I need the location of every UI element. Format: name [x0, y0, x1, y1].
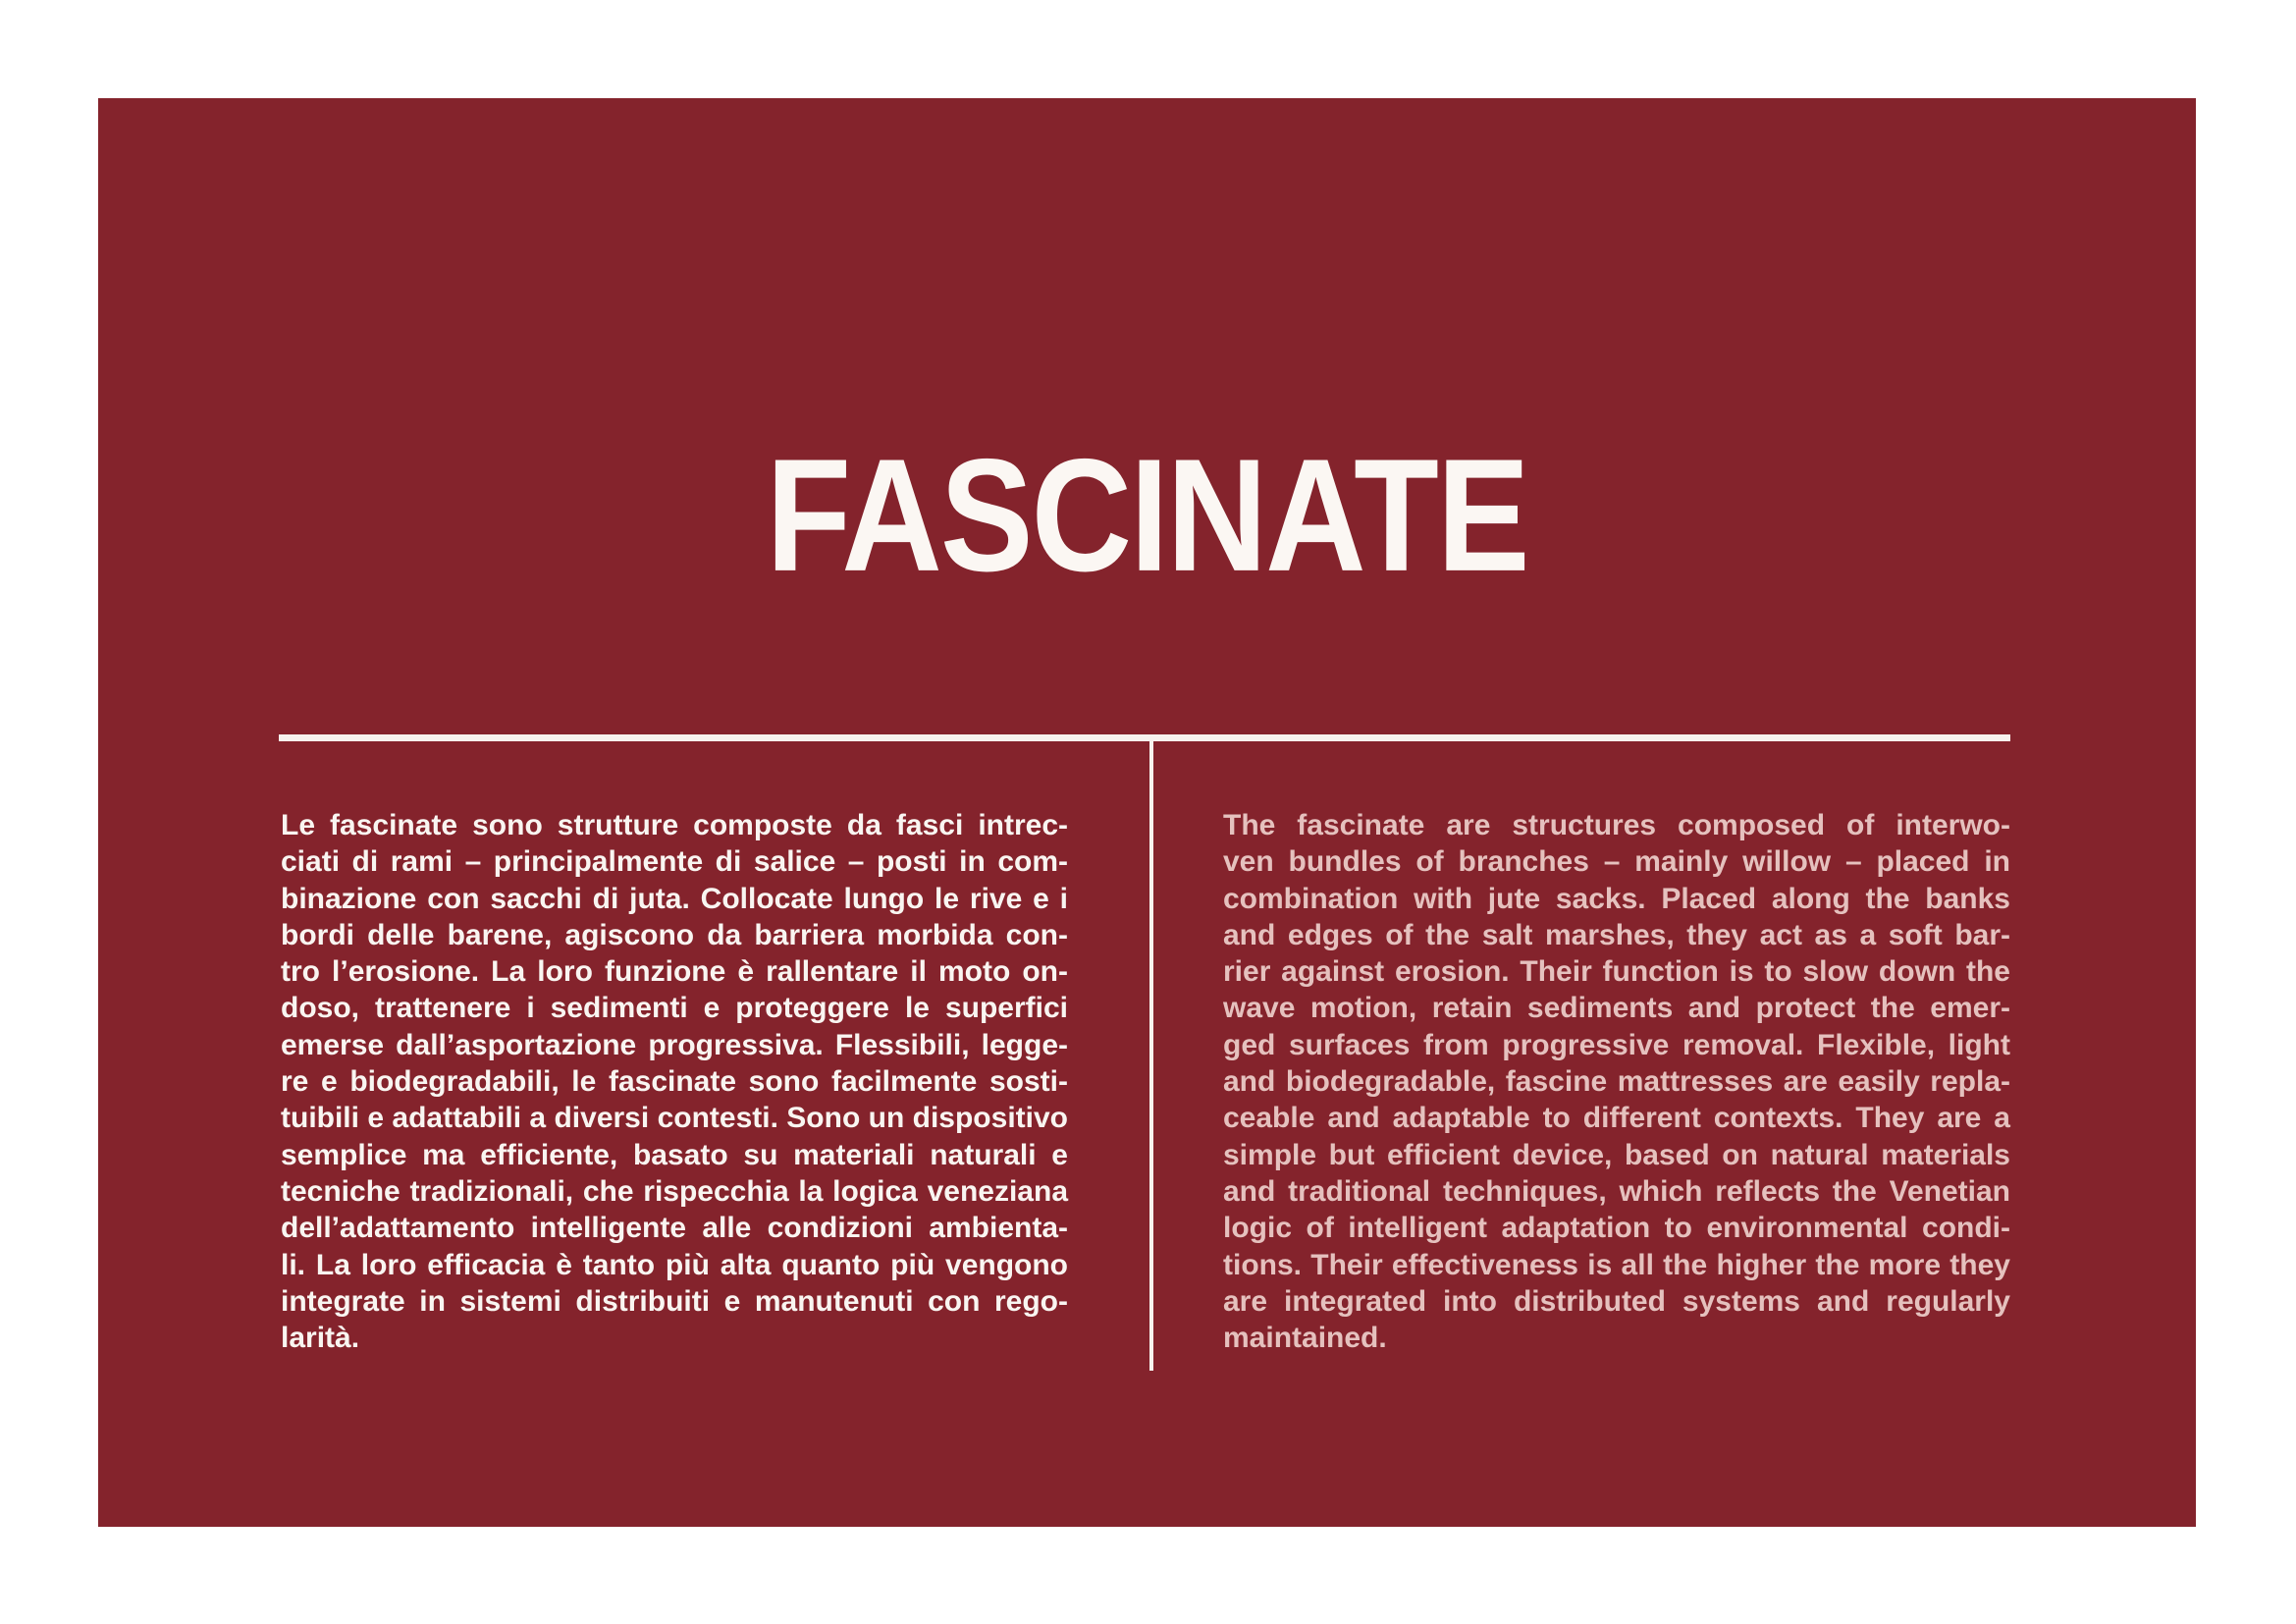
text-line: re e biodegradabili, le fascinate sono facilmente sosti- — [281, 1065, 1068, 1099]
text-line: binazione con sacchi di juta. Collocate lungo le rive e i — [281, 882, 1068, 915]
text-line: tecniche tradizionali, che rispecchia la logica veneziana — [281, 1174, 1068, 1208]
text-line: tuibili e adattabili a diversi contesti. Sono un dispositivo — [281, 1102, 1068, 1135]
text-line: are integrated into distributed systems and regularly — [1223, 1284, 2010, 1318]
italian-paragraph — [281, 807, 1068, 1356]
text-line: ged surfaces from progressive removal. Flexible, light — [1223, 1028, 2010, 1061]
text-line: tro l’erosione. La loro funzione è rallentare il moto on- — [281, 955, 1068, 989]
text-line: simple but efficient device, based on natural materials — [1223, 1138, 2010, 1171]
text-line: rier against erosion. Their function is to slow down the — [1223, 955, 2010, 989]
text-line: dell’adattamento intelligente alle condizioni ambienta- — [281, 1212, 1068, 1245]
text-line: wave motion, retain sediments and protect the emer- — [1223, 992, 2010, 1025]
text-line: and edges of the salt marshes, they act as a soft bar- — [1223, 918, 2010, 951]
text-line: The fascinate are structures composed of interwo- — [1223, 809, 2010, 841]
text-line: semplice ma efficiente, basato su materiali naturali e — [281, 1138, 1068, 1171]
text-line: ciati di rami – principalmente di salice – posti in com- — [281, 845, 1068, 879]
column-divider — [1149, 734, 1153, 1371]
red-panel — [98, 98, 2196, 1527]
text-line: and traditional techniques, which reflects the Venetian — [1223, 1174, 2010, 1208]
text-line: logic of intelligent adaptation to environmental condi- — [1223, 1212, 2010, 1245]
text-line: and biodegradable, fascine mattresses are easily repla- — [1223, 1065, 2010, 1099]
text-line: tions. Their effectiveness is all the higher the more they — [1223, 1248, 2010, 1281]
text-line: li. La loro efficacia è tanto più alta quanto più vengono — [281, 1248, 1068, 1281]
text-line: maintained. — [1223, 1322, 1387, 1355]
page-title: FASCINATE — [766, 425, 1528, 606]
english-paragraph — [1223, 807, 2010, 1356]
text-line: combination with jute sacks. Placed along the banks — [1223, 882, 2010, 915]
text-line: larità. — [281, 1322, 360, 1355]
text-line: integrate in sistemi distribuiti e manutenuti con rego- — [281, 1284, 1068, 1318]
text-line: emerse dall’asportazione progressiva. Flessibili, legge- — [281, 1028, 1068, 1061]
text-line: ceable and adaptable to different contexts. They are a — [1223, 1102, 2010, 1135]
text-line: doso, trattenere i sedimenti e proteggere le superfici — [281, 992, 1068, 1025]
text-line: bordi delle barene, agiscono da barriera morbida con- — [281, 918, 1068, 951]
horizontal-divider — [279, 734, 2010, 741]
text-line: ven bundles of branches – mainly willow – placed in — [1223, 845, 2010, 879]
text-line: Le fascinate sono strutture composte da fasci intrec- — [281, 809, 1068, 841]
